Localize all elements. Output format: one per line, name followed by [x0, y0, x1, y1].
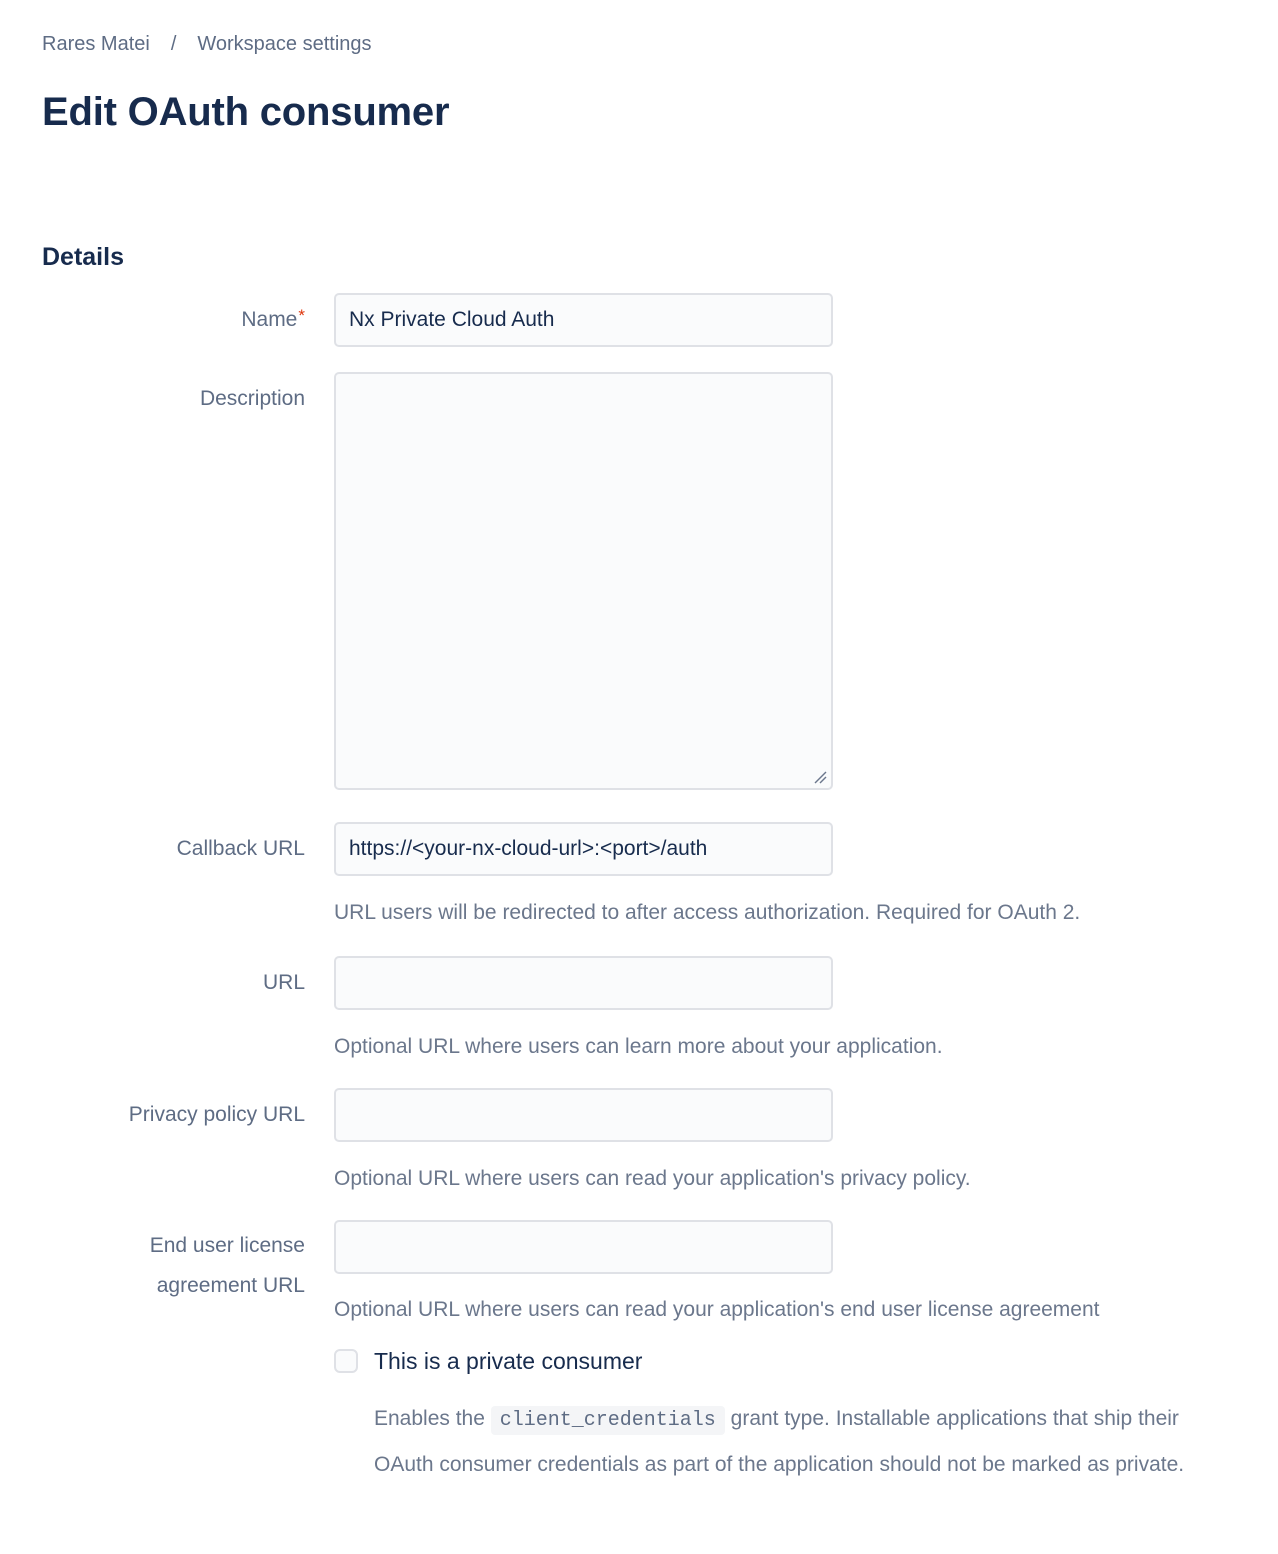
eula-url-row — [42, 1220, 1236, 1321]
url-row — [42, 956, 1236, 1058]
textarea-resize-grip-icon[interactable] — [813, 770, 827, 784]
breadcrumb — [42, 31, 1236, 57]
url-helper: Optional URL where users can learn more about your application. — [334, 1035, 943, 1058]
eula-url-label: End user license agreement URL — [149, 1234, 305, 1297]
description-textarea[interactable] — [334, 372, 833, 790]
url-label: URL — [262, 971, 305, 994]
url-input[interactable] — [334, 956, 833, 1010]
private-consumer-helper-prefix: Enables the — [374, 1407, 491, 1430]
breadcrumb-separator: / — [170, 33, 177, 55]
privacy-policy-url-input[interactable] — [334, 1088, 833, 1142]
eula-url-helper: Optional URL where users can read your application's end user license agreement — [334, 1298, 1100, 1321]
callback-url-row — [42, 822, 1236, 924]
private-consumer-checkbox[interactable] — [334, 1349, 358, 1373]
privacy-policy-url-row — [42, 1088, 1236, 1190]
name-row — [42, 293, 1236, 347]
breadcrumb-settings-link[interactable]: Workspace settings — [197, 33, 372, 55]
callback-url-label: Callback URL — [176, 837, 305, 860]
required-asterisk: * — [298, 306, 305, 325]
details-section-title: Details — [42, 243, 124, 271]
callback-url-helper: URL users will be redirected to after access authorization. Required for OAuth 2. — [334, 901, 1081, 924]
description-row — [42, 372, 1236, 790]
private-consumer-label[interactable]: This is a private consumer — [374, 1348, 643, 1374]
private-consumer-row — [334, 1347, 1236, 1375]
privacy-policy-url-label: Privacy policy URL — [128, 1103, 305, 1126]
callback-url-input[interactable] — [334, 822, 833, 876]
name-input[interactable] — [334, 293, 833, 347]
private-consumer-helper — [374, 1397, 1222, 1487]
privacy-policy-url-helper: Optional URL where users can read your application's privacy policy. — [334, 1167, 971, 1190]
eula-url-input[interactable] — [334, 1220, 833, 1274]
name-label: Name* — [241, 306, 305, 331]
private-consumer-helper-suffix: grant type. Installable applications that ship their OAuth consumer credentials as part of the application should not be marked as private. — [374, 1407, 1185, 1476]
client-credentials-code-chip: client_credentials — [491, 1406, 725, 1435]
description-label: Description — [199, 387, 305, 410]
page-title: Edit OAuth consumer — [42, 90, 450, 134]
oauth-consumer-form — [42, 293, 1236, 1487]
breadcrumb-workspace-link[interactable]: Rares Matei — [42, 33, 150, 55]
